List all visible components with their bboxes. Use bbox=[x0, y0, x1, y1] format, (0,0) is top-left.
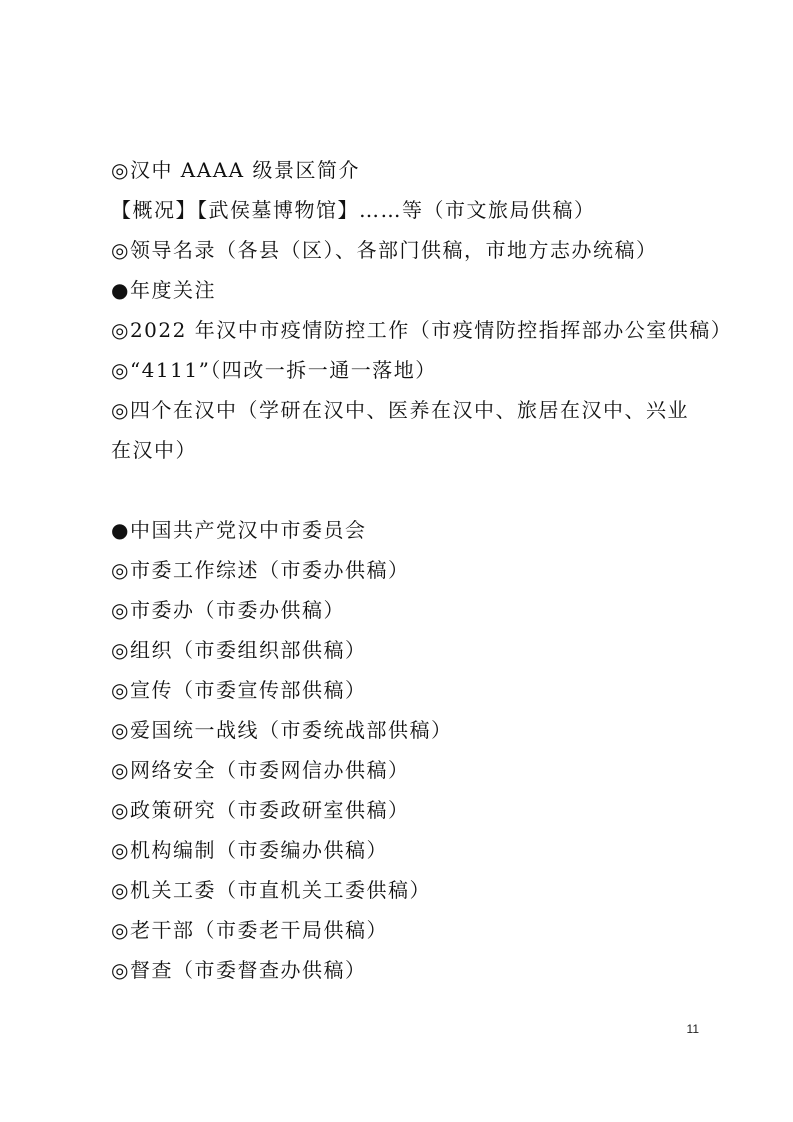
entry-publicity: ◎宣传（市委宣传部供稿） bbox=[111, 678, 367, 702]
entry-staffing: ◎机构编制（市委编办供稿） bbox=[111, 838, 388, 862]
entry-committee-overview: ◎市委工作综述（市委办供稿） bbox=[111, 558, 410, 582]
heading-annual-focus: ●年度关注 bbox=[111, 278, 216, 302]
entry-policy-research: ◎政策研究（市委政研室供稿） bbox=[111, 798, 410, 822]
section-gap bbox=[111, 470, 706, 510]
page-number: 11 bbox=[686, 1022, 699, 1036]
entry-leaders-list: ◎领导名录（各县（区）、各部门供稿，市地方志办统稿） bbox=[111, 238, 658, 262]
document-body bbox=[111, 150, 733, 990]
entry-scenic-intro: ◎汉中 AAAA 级景区简介 bbox=[111, 158, 360, 182]
entry-overview: 【概况】【武侯墓博物馆】……等（市文旅局供稿） bbox=[111, 198, 596, 222]
entry-4111: ◎“4111”（四改一拆一通一落地） bbox=[111, 358, 437, 382]
entry-epidemic-control: ◎2022 年汉中市疫情防控工作（市疫情防控指挥部办公室供稿） bbox=[111, 318, 733, 342]
entry-united-front: ◎爱国统一战线（市委统战部供稿） bbox=[111, 718, 453, 742]
heading-party-committee: ●中国共产党汉中市委员会 bbox=[111, 518, 367, 542]
entry-organs-work-committee: ◎机关工委（市直机关工委供稿） bbox=[111, 878, 431, 902]
entry-committee-office: ◎市委办（市委办供稿） bbox=[111, 598, 345, 622]
entry-supervision: ◎督查（市委督查办供稿） bbox=[111, 958, 367, 982]
entry-cyber-security: ◎网络安全（市委网信办供稿） bbox=[111, 758, 410, 782]
entry-veteran-cadres: ◎老干部（市委老干局供稿） bbox=[111, 918, 388, 942]
entry-organization: ◎组织（市委组织部供稿） bbox=[111, 638, 367, 662]
entry-four-in-hanzhong: ◎四个在汉中（学研在汉中、医养在汉中、旅居在汉中、兴业在汉中） bbox=[111, 398, 689, 462]
